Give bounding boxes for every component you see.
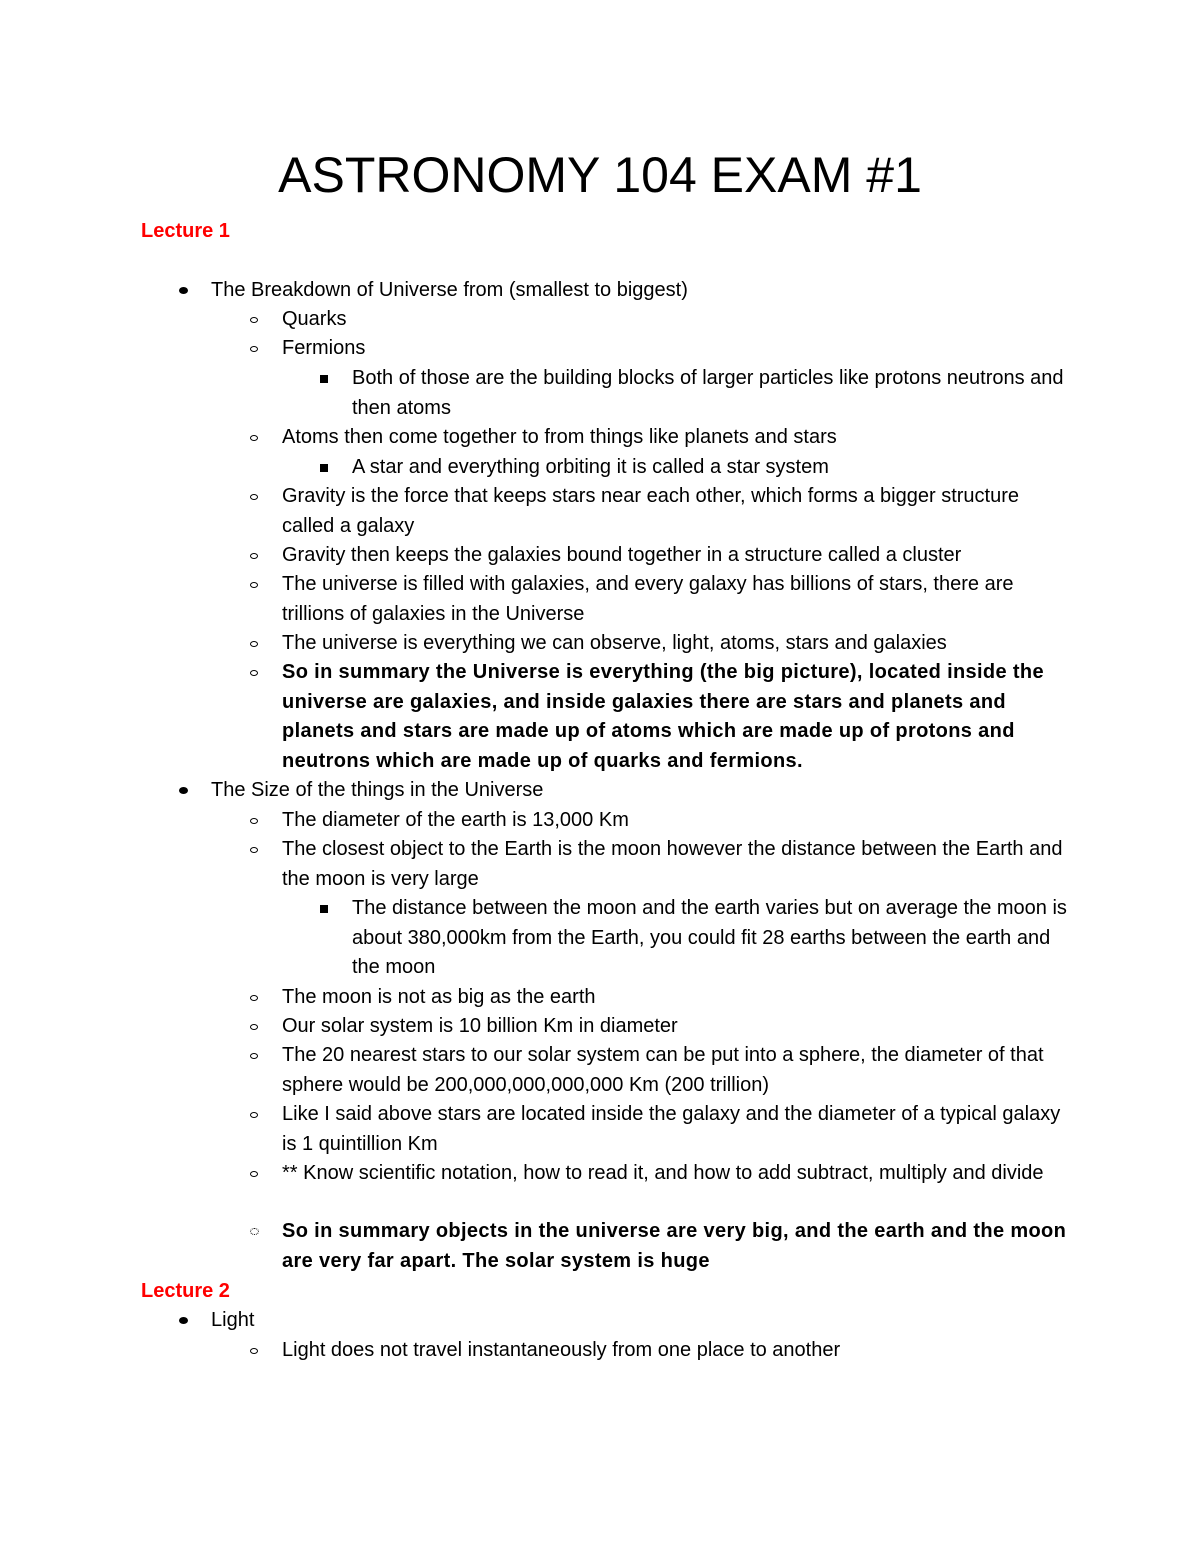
- list-item: Atoms then come together to from things like planets and stars: [282, 423, 1072, 453]
- list-item: The universe is everything we can observe, light, atoms, stars and galaxies: [282, 629, 1072, 659]
- list-item: Light does not travel instantaneously from one place to another: [282, 1336, 1072, 1366]
- list-item: Gravity is the force that keeps stars near each other, which forms a bigger structure called a galaxy: [282, 482, 1072, 541]
- list-item: The 20 nearest stars to our solar system can be put into a sphere, the diameter of that sphere would be 200,000,000,000,000 Km (200 trillion): [282, 1041, 1072, 1100]
- bullet-circle-icon: [244, 482, 264, 512]
- bullet-disc-icon: [173, 776, 193, 806]
- bullet-square-icon: [314, 364, 334, 394]
- bullet-circle-icon: [244, 629, 264, 659]
- bullet-circle-icon: [244, 1012, 264, 1042]
- list-item: A star and everything orbiting it is called a star system: [352, 453, 1072, 483]
- list-item: ** Know scientific notation, how to read it, and how to add subtract, multiply and divide: [282, 1159, 1072, 1189]
- list-item: Our solar system is 10 billion Km in diameter: [282, 1012, 1072, 1042]
- bullet-circle-icon: [244, 305, 264, 335]
- list-item-summary: So in summary objects in the universe are very big, and the earth and the moon are very far apart. The solar system is huge: [282, 1217, 1072, 1276]
- list-item: The universe is filled with galaxies, and every galaxy has billions of stars, there are trillions of galaxies in the Universe: [282, 570, 1072, 629]
- bullet-circle-icon: [244, 658, 264, 688]
- bullet-circle-icon: [244, 1041, 264, 1071]
- list-item: The diameter of the earth is 13,000 Km: [282, 806, 1072, 836]
- bullet-circle-icon: [244, 1159, 264, 1189]
- lecture-1-heading: Lecture 1: [141, 220, 230, 242]
- bullet-circle-icon: [244, 1100, 264, 1130]
- list-item: The closest object to the Earth is the moon however the distance between the Earth and the moon is very large: [282, 835, 1072, 894]
- bullet-square-icon: [314, 894, 334, 924]
- bullet-circle-icon: [244, 334, 264, 364]
- list-item: Like I said above stars are located inside the galaxy and the diameter of a typical galaxy is 1 quintillion Km: [282, 1100, 1072, 1159]
- list-item-summary: So in summary the Universe is everything (the big picture), located inside the universe are galaxies, and inside galaxies there are stars and planets and planets and stars are made up of atoms which are made up of protons and neutrons which are made up of quarks and fermions.: [282, 658, 1072, 776]
- list-item: The Size of the things in the Universe: [211, 776, 1071, 806]
- bullet-circle-icon: [244, 806, 264, 836]
- bullet-circle-icon: [244, 541, 264, 571]
- list-item: Fermions: [282, 334, 1072, 364]
- list-item: Gravity then keeps the galaxies bound together in a structure called a cluster: [282, 541, 1072, 571]
- document-title: ASTRONOMY 104 EXAM #1: [278, 147, 922, 203]
- bullet-square-icon: [314, 453, 334, 483]
- bullet-circle-icon: [244, 835, 264, 865]
- bullet-circle-icon: [244, 983, 264, 1013]
- bullet-circle-icon: [244, 423, 264, 453]
- bullet-dotted-circle-icon: [244, 1217, 264, 1247]
- list-item: The distance between the moon and the earth varies but on average the moon is about 380,000km from the Earth, you could fit 28 earths between the earth and the moon: [352, 894, 1072, 983]
- lecture-2-heading: Lecture 2: [141, 1280, 230, 1302]
- bullet-disc-icon: [173, 1306, 193, 1336]
- bullet-circle-icon: [244, 570, 264, 600]
- list-item: The Breakdown of Universe from (smallest to biggest): [211, 276, 1071, 306]
- bullet-disc-icon: [173, 276, 193, 306]
- list-item: Quarks: [282, 305, 1072, 335]
- bullet-circle-icon: [244, 1336, 264, 1366]
- list-item: The moon is not as big as the earth: [282, 983, 1072, 1013]
- list-item: Both of those are the building blocks of larger particles like protons neutrons and then atoms: [352, 364, 1072, 423]
- list-item: Light: [211, 1306, 1071, 1336]
